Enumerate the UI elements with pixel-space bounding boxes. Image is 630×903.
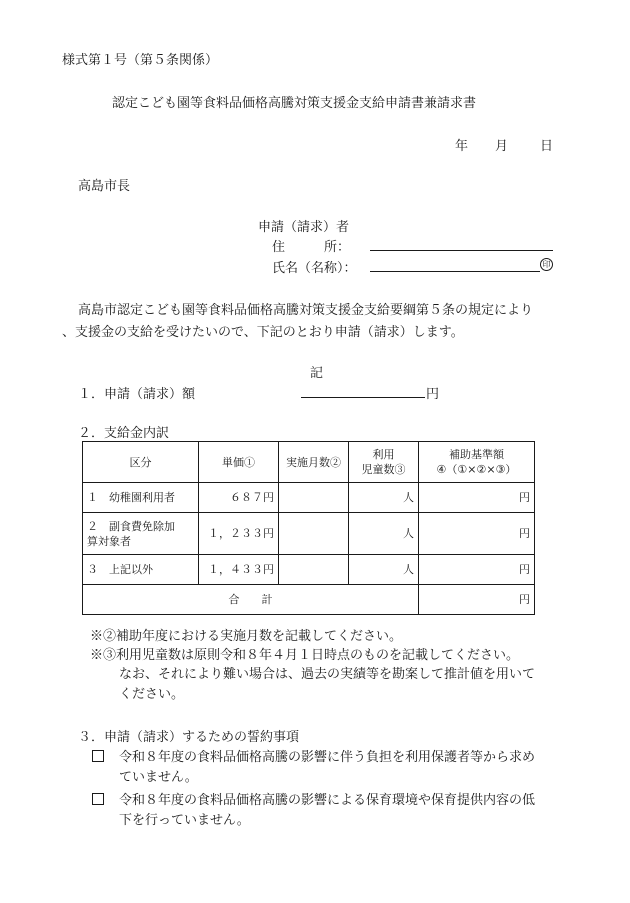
date-year: 年 bbox=[455, 139, 469, 154]
header-subsidy-line2: ④（①×②×③） bbox=[436, 463, 517, 476]
header-children-line1: 利用 bbox=[372, 448, 395, 461]
header-children bbox=[349, 442, 419, 483]
date-month: 月 bbox=[495, 139, 509, 154]
page-title: 認定こども園等食料品価格高騰対策支援金支給申請書兼請求書 bbox=[112, 96, 477, 111]
table-row bbox=[83, 483, 535, 513]
pledge-2-line2: 下を行っていません。 bbox=[119, 813, 250, 828]
note-4: ください。 bbox=[119, 687, 185, 702]
table-row bbox=[83, 555, 535, 585]
header-subsidy bbox=[419, 442, 535, 483]
note-3: なお、それにより難い場合は、過去の実績等を勘案して推計値を用いて bbox=[119, 667, 536, 682]
row-category: １ 幼稚園利用者 bbox=[83, 483, 199, 513]
row-price: １，２３３円 bbox=[199, 513, 279, 555]
section1-label: １．申請（請求）額 bbox=[78, 387, 196, 402]
address-field[interactable] bbox=[370, 250, 553, 251]
breakdown-table bbox=[82, 441, 535, 615]
row-category-line1: ２ 副食費免除加 bbox=[87, 519, 175, 533]
row-children-cell[interactable]: 人 bbox=[349, 555, 419, 585]
pledge-checkbox-1[interactable] bbox=[92, 750, 104, 762]
row-months-cell[interactable] bbox=[279, 483, 349, 513]
pledge-1-line2: ていません。 bbox=[119, 770, 198, 785]
note-1: ※②補助年度における実施月数を記載してください。 bbox=[90, 629, 403, 644]
pledge-checkbox-2[interactable] bbox=[92, 793, 104, 805]
body-line-1: 高島市認定こども園等食料品価格高騰対策支援金支給要綱第５条の規定により bbox=[78, 303, 534, 318]
table-header-row bbox=[83, 442, 535, 483]
header-category: 区分 bbox=[83, 442, 199, 483]
table-row bbox=[83, 513, 535, 555]
row-subsidy-cell[interactable]: 円 bbox=[419, 483, 535, 513]
section3-label: ３．申請（請求）するための誓約事項 bbox=[78, 730, 300, 745]
pledge-2-line1: 令和８年度の食料品価格高騰の影響による保育環境や保育提供内容の低 bbox=[119, 793, 536, 808]
header-months: 実施月数② bbox=[279, 442, 349, 483]
pledge-1-line1: 令和８年度の食料品価格高騰の影響に伴う負担を利用保護者等から求め bbox=[119, 750, 536, 765]
row-price: ６８７円 bbox=[199, 483, 279, 513]
row-category: ３ 上記以外 bbox=[83, 555, 199, 585]
row-category-line2: 算対象者 bbox=[87, 534, 131, 548]
header-subsidy-line1: 補助基準額 bbox=[449, 448, 504, 461]
row-price: １，４３３円 bbox=[199, 555, 279, 585]
row-category bbox=[83, 513, 199, 555]
row-subsidy-cell[interactable]: 円 bbox=[419, 513, 535, 555]
name-field[interactable] bbox=[370, 271, 540, 272]
request-amount-unit: 円 bbox=[426, 387, 440, 402]
date-day: 日 bbox=[540, 139, 554, 154]
header-children-line2: 児童数③ bbox=[361, 463, 406, 476]
body-line-2: 、支援金の支給を受けたいので、下記のとおり申請（請求）します。 bbox=[62, 325, 464, 340]
section2-label: ２．支給金内訳 bbox=[78, 426, 170, 441]
total-subsidy-cell[interactable]: 円 bbox=[419, 585, 535, 615]
row-subsidy-cell[interactable]: 円 bbox=[419, 555, 535, 585]
table-total-row bbox=[83, 585, 535, 615]
total-label: 合 計 bbox=[83, 585, 419, 615]
row-months-cell[interactable] bbox=[279, 513, 349, 555]
addressee: 高島市長 bbox=[78, 179, 131, 194]
row-children-cell[interactable]: 人 bbox=[349, 513, 419, 555]
request-amount-field[interactable] bbox=[301, 397, 425, 398]
header-unit-price: 単価① bbox=[199, 442, 279, 483]
row-children-cell[interactable]: 人 bbox=[349, 483, 419, 513]
seal-mark: 印 bbox=[540, 258, 553, 271]
note-2: ※③利用児童数は原則令和８年４月１日時点のものを記載してください。 bbox=[90, 648, 520, 663]
applicant-heading: 申請（請求）者 bbox=[258, 220, 350, 235]
row-months-cell[interactable] bbox=[279, 555, 349, 585]
address-label: 住 所： bbox=[272, 240, 351, 255]
ki-heading: 記 bbox=[310, 366, 324, 381]
name-label: 氏名（名称）： bbox=[272, 261, 357, 276]
form-number: 様式第１号（第５条関係） bbox=[62, 53, 219, 68]
